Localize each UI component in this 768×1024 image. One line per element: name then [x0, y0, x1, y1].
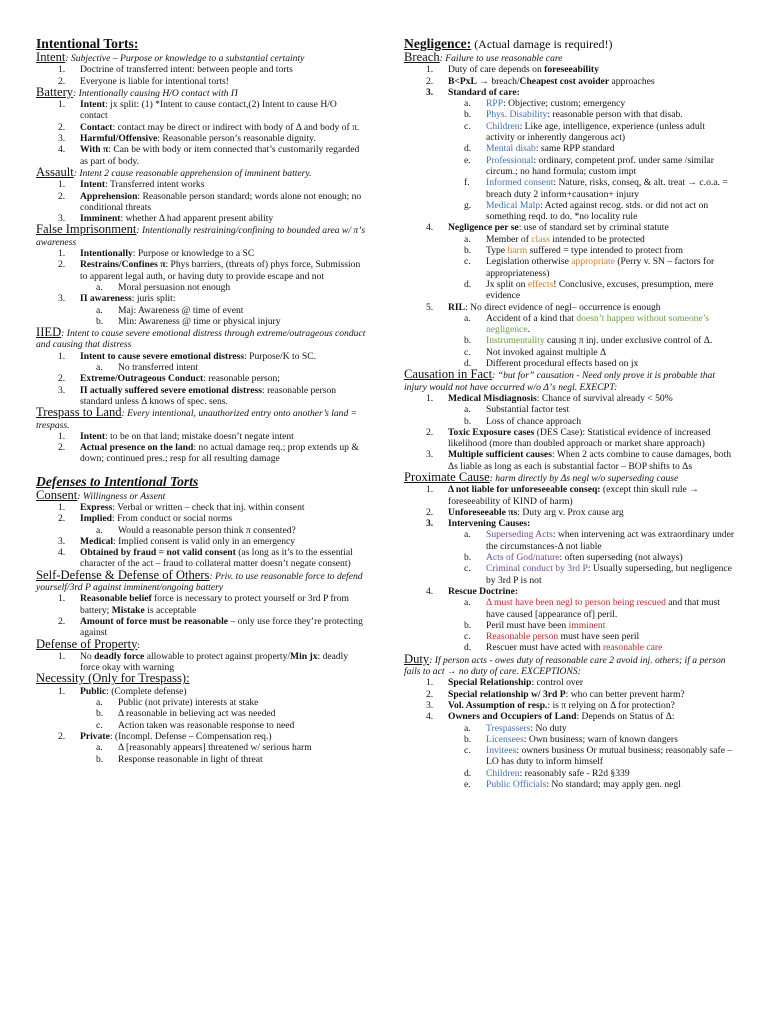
- sub-item: a. RPP: Objective; custom; emergency: [464, 98, 626, 110]
- sub-item: a. Δ must have been negl to person being rescued and that must have caused [appearance of] peril.: [464, 597, 720, 620]
- section-desc: : Priv. to use reasonable force to defend yourself/3rd P against imminent/ongoing battery: [36, 570, 363, 594]
- assault-section: [36, 164, 366, 225]
- list-item: 4. Rescue Doctrine: a. Δ must have been negl to person being rescued and that must have caused [appearance of] peril. b. Peril must have been imminent c. Reasonable person must have seen peril d. Rescuer must have acted with reasonable care: [404, 586, 736, 654]
- list-item: 3. Imminent: whether Δ had apparent present ability: [58, 213, 274, 225]
- list-item: 3. Π awareness: juris split: a. Maj: Awareness @ time of event b. Min: Awareness @ time or physical injury: [36, 293, 366, 327]
- section-desc: : Intentionally restraining/confining to bounded area w/ π’s awareness: [36, 225, 366, 248]
- section-head: Breach: [404, 50, 440, 64]
- sub-item: b. Licensees: Own business; warn of known dangers: [464, 733, 678, 745]
- section-head: Defense of Property: [36, 636, 138, 651]
- list-item: 2. Apprehension: Reasonable person standard; words alone not enough; no conditional threats: [58, 190, 362, 213]
- section-desc: : If person acts - owes duty of reasonable care 2 avoid inj. others; if a person fails to act → no duty of care. EXCEPTIONS:: [404, 654, 726, 678]
- necessity-section: [36, 673, 366, 764]
- sub-item: d. Different procedural effects based on jx: [464, 358, 639, 370]
- sub-item: e. Public Officials: No standard; may apply gen. negl: [464, 779, 681, 790]
- section-head: False Imprisonment: [36, 222, 137, 237]
- list-item: 1. Reasonable belief force is necessary to protect yourself or 3rd P from battery; Mistake is acceptable: [58, 593, 350, 616]
- sub-item: b. Phys. Disability: reasonable person with that disab.: [464, 109, 683, 121]
- sub-item: b. Type harm suffered = type intended to protect from: [464, 245, 683, 257]
- section-head: Causation in Fact: [404, 367, 493, 382]
- list-item: 1. Intent: Transferred intent works: [58, 179, 205, 191]
- list-item: 4. Obtained by fraud = not valid consent (as long as it’s to the essential character of the act – fraud to collateral matter doesn’t negate consent): [58, 547, 353, 570]
- list-item: 3. Multiple sufficient causes: When 2 acts combine to cause damages, both Δs liable as long as each is substantial factor – BOP shifts to Δs: [426, 449, 732, 472]
- list-item: 1. Special Relationship: control over: [426, 677, 584, 689]
- section-head: Self-Defense & Defense of Others: [36, 567, 210, 582]
- list-item: 1. Intent to cause severe emotional distress: Purpose/K to SC. a. No transferred intent: [36, 351, 366, 374]
- list-item: 2. Actual presence on the land: no actual damage req.; prop extends up & down; continued pres.; resp for all resulting damage: [58, 442, 359, 465]
- list-item: 1. Express: Verbal or written – check that inj. within consent: [58, 501, 305, 513]
- sub-item: d. Rescuer must have acted with reasonable care: [464, 642, 663, 654]
- section-desc: : Failure to use reasonable care: [439, 53, 563, 64]
- sub-item: a. Moral persuasion not enough: [96, 281, 231, 293]
- breach-section: [404, 52, 736, 369]
- section-desc: : Willingness or Assent: [77, 490, 166, 502]
- sub-item: a. Δ [reasonably appears] threatened w/ serious harm: [96, 742, 312, 754]
- list-item: 2. B<PxL → breach/Cheapest cost avoider approaches: [426, 75, 655, 87]
- causation-fact-section: [404, 369, 736, 472]
- section-desc: : Subjective – Purpose or knowledge to a substantial certainty: [65, 53, 305, 64]
- trespass-land-section: [36, 407, 366, 464]
- sub-item: d. Children: reasonably safe - R2d §339: [464, 767, 630, 779]
- list-item: 2. Special relationship w/ 3rd P: who can better prevent harm?: [426, 688, 685, 700]
- sub-item: g. Medical Malp: Acted against recog. stds. or did not act on something reqd. to do. *no locality rule: [464, 199, 709, 223]
- list-item: 1. Intentionally: Purpose or knowledge to a SC: [58, 248, 255, 260]
- list-item: 2. Unforeseeable πs: Duty arg v. Prox cause arg: [426, 506, 624, 518]
- false-imprisonment-section: [36, 224, 366, 327]
- list-item: 3. Π actually suffered severe emotional distress: reasonable person standard unless Δ knows of spec. sens.: [58, 384, 337, 407]
- list-item: 2. Amount of force must be reasonable – only use force they’re protecting against: [58, 615, 363, 639]
- sub-item: c. Invitees: owners business Or mutual business; reasonably safe – LO has duty to inform himself: [464, 745, 733, 768]
- section-head: Necessity: [36, 671, 85, 686]
- sub-item: c. Legislation otherwise appropriate (Perry v. SN – factors for appropriateness): [464, 256, 715, 279]
- list-item: 2. Contact: contact may be direct or indirect with body of Δ and body of π.: [58, 121, 360, 133]
- battery-section: [36, 84, 366, 167]
- sub-item: a. Public (not private) interests at stake: [96, 697, 259, 709]
- list-item: 2. Restrains/Confines π: Phys barriers, (threats of) phys force, Submission to apparent legal auth, or having duty to provide escape and not a. Moral persuasion not enough: [36, 259, 366, 293]
- intentional-torts-title: Intentional Torts:: [36, 36, 139, 51]
- list-item: 1. Duty of care depends on foreseeability: [426, 64, 599, 76]
- section-head: Proximate Cause: [404, 469, 490, 484]
- sub-item: b. Δ reasonable in believing act was needed: [96, 708, 276, 720]
- section-head: IIED: [36, 325, 62, 340]
- section-head: Duty: [404, 651, 430, 666]
- negligence-heading: Negligence: (Actual damage is required!): [404, 36, 613, 51]
- sub-item: a. Accident of a kind that doesn’t happen without someone’s negligence.: [464, 312, 710, 336]
- duty-section: [404, 651, 736, 791]
- section-desc: : Intentionally causing H/O contact with Π: [73, 87, 238, 99]
- list-item: 1. Intent: to be on that land; mistake doesn’t negate intent: [58, 430, 294, 442]
- consent-section: [36, 487, 366, 570]
- list-item: 3. Intervening Causes: a. Superseding Acts: when intervening act was extraordinary under the circumstances-Δ not liable b. Acts of God/nature: often superseding (not always) c. Criminal conduct by 3rd P: Usually superseding, but negligence by 3rd P is not: [426, 518, 735, 586]
- list-item: 1. Public: (Complete defense) a. Public (not private) interests at stake b. Δ reasonable in believing act was needed c. Action taken was reasonable response to need: [36, 686, 366, 731]
- section-desc: : Intent 2 cause reasonable apprehension of imminent battery.: [73, 167, 312, 179]
- section-desc: (Only for Trespass):: [84, 671, 190, 686]
- section-head: Assault: [36, 164, 74, 179]
- list-item: 1. Doctrine of transferred intent: between people and torts: [58, 64, 293, 76]
- sub-item: b. Acts of God/nature: often superseding (not always): [464, 552, 683, 564]
- section-desc: :: [137, 639, 141, 651]
- list-item: 2. Toxic Exposure cases (DES Case): Statistical evidence of increased likelihood (more than doubled approach or market share approach): [426, 426, 711, 450]
- section-head: Intent: [36, 50, 66, 64]
- proximate-cause-section: [404, 469, 736, 654]
- list-item: 1. No deadly force allowable to protect against property/Min jx: deadly force okay with warning: [58, 650, 349, 674]
- list-item: 4. Negligence per se: use of standard set by criminal statute a. Member of class intended to be protected b. Type harm suffered = type intended to protect from c. Legislation otherwise appropriate (Perry v. SN – factors for appropriateness) d. Jx split on effects! Conclusive, excuses, presumption, mere evidence: [404, 222, 736, 301]
- section-head: Trespass to Land: [36, 405, 122, 420]
- section-desc: : “but for” causation - Need only prove it is probable that injury would not have occurred w/o Δ’s negl. EXECPT:: [404, 370, 716, 393]
- sub-item: a. Would a reasonable person think π consented?: [96, 524, 296, 536]
- section-desc: : Every intentional, unauthorized entry onto another’s land = trespass.: [36, 408, 358, 431]
- sub-item: a. Substantial factor test: [464, 404, 570, 416]
- list-item: 1. Intent: jx split: (1) *Intent to cause contact,(2) Intent to cause H/O contact: [58, 99, 337, 122]
- sub-item: a. Maj: Awareness @ time of event: [96, 304, 244, 316]
- list-item: 4. With π: Can be with body or item connected that’s customarily regarded as part of body.: [58, 144, 360, 167]
- list-item: 1. Δ not liable for unforeseeable conseq: (except thin skull rule → foreseeability of KIND of harm): [426, 484, 699, 507]
- section-head: Consent: [36, 487, 78, 502]
- sub-item: c. Not invoked against multiple Δ: [464, 346, 607, 358]
- list-item: 4. Owners and Occupiers of Land: Depends on Status of Δ: a. Trespassers: No duty b. Licensees: Own business; warn of known dangers c. Invitees: owners business Or mutual business; reasonably safe – LO has duty to inform himself d. Children: reasonably safe - R2d §339 e. Public Officials: No standard; may apply gen. negl: [404, 711, 736, 790]
- section-desc: : Intent to cause severe emotional distress through extreme/outrageous conduct and causing that distress: [36, 328, 366, 351]
- sub-item: c. Children: Like age, intelligence, experience (unless adult activity or inherently dangerous act): [464, 120, 705, 144]
- sub-item: f. Informed consent: Nature, risks, conseq, & alt. treat → c.o.a. = breach duty 2 inform+causation+ injury: [464, 177, 728, 200]
- section-desc: : harm directly by Δs negl w/o superseding cause: [489, 472, 679, 484]
- left-column: [36, 36, 366, 765]
- list-item: 2. Everyone is liable for intentional torts!: [58, 75, 229, 87]
- list-item: 2. Private: (Incompl. Defense – Compensation req.) a. Δ [reasonably appears] threatened w/ serious harm b. Response reasonable in light of threat: [36, 731, 366, 765]
- sub-item: d. Mental disab: same RPP standard: [464, 143, 615, 155]
- sub-item: c. Criminal conduct by 3rd P: Usually superseding, but negligence by 3rd P is not: [464, 563, 732, 586]
- sub-item: b. Loss of chance approach: [464, 415, 582, 427]
- list-item: 2. Extreme/Outrageous Conduct: reasonable person;: [58, 373, 280, 385]
- sub-item: a. Superseding Acts: when intervening act was extraordinary under the circumstances-Δ not liable: [464, 529, 735, 552]
- defense-property-section: [36, 636, 366, 674]
- list-item: 3. Vol. Assumption of resp.: is π relying on Δ for protection?: [426, 699, 675, 711]
- sub-item: d. Jx split on effects! Conclusive, excuses, presumption, mere evidence: [464, 278, 714, 302]
- defenses-title: Defenses to Intentional Torts: [36, 473, 199, 489]
- iied-section: [36, 327, 366, 407]
- sub-item: b. Min: Awareness @ time or physical injury: [96, 315, 281, 327]
- list-item: 2. Implied: From conduct or social norms a. Would a reasonable person think π consented?: [36, 513, 366, 536]
- sub-item: b. Peril must have been imminent: [464, 619, 606, 631]
- sub-item: c. Reasonable person must have seen peril: [464, 631, 640, 643]
- list-item: 5. RIL: No direct evidence of negl– occurrence is enough a. Accident of a kind that doesn’t happen without someone’s negligence. b. Instrumentality causing π inj. under exclusive control of Δ. c. Not invoked against multiple Δ d. Different procedural effects based on jx: [404, 302, 736, 370]
- list-item: 3. Standard of care: a. RPP: Objective; custom; emergency b. Phys. Disability: reasonable person with that disab. c. Children: Like age, intelligence, experience (unless adult activity or inherently dangerous act) d. Mental disab: same RPP standard e. Professional: ordinary, competent prof. under same /similar circum.; no hand formula; custom impt f. Informed consent: Nature, risks, conseq, & alt. treat → c.o.a. = breach duty 2 inform+causation+ injury g. Medical Malp: Acted against recog. stds. or did not act on something reqd. to do. *no locality rule: [404, 87, 736, 223]
- sub-item: b. Response reasonable in light of threat: [96, 753, 263, 765]
- sub-item: a. Member of class intended to be protected: [464, 233, 645, 245]
- sub-item: e. Professional: ordinary, competent prof. under same /similar circum.; no hand formula; custom impt: [464, 154, 714, 177]
- list-item: 3. Medical: Implied consent is valid only in an emergency: [58, 535, 296, 547]
- list-item: 3. Harmful/Offensive: Reasonable person’s reasonable dignity.: [58, 133, 316, 145]
- section-head: Battery: [36, 84, 74, 99]
- sub-item: a. No transferred intent: [96, 362, 198, 374]
- list-item: 1. Medical Misdiagnosis: Chance of survival already < 50% a. Substantial factor test b. Loss of chance approach: [404, 393, 736, 427]
- intent-section: [36, 52, 366, 87]
- right-column: [404, 36, 736, 790]
- sub-item: a. Trespassers: No duty: [464, 722, 567, 734]
- self-defense-section: [36, 567, 366, 639]
- sub-item: c. Action taken was reasonable response to need: [96, 719, 295, 731]
- sub-item: b. Instrumentality causing π inj. under exclusive control of Δ.: [464, 335, 713, 347]
